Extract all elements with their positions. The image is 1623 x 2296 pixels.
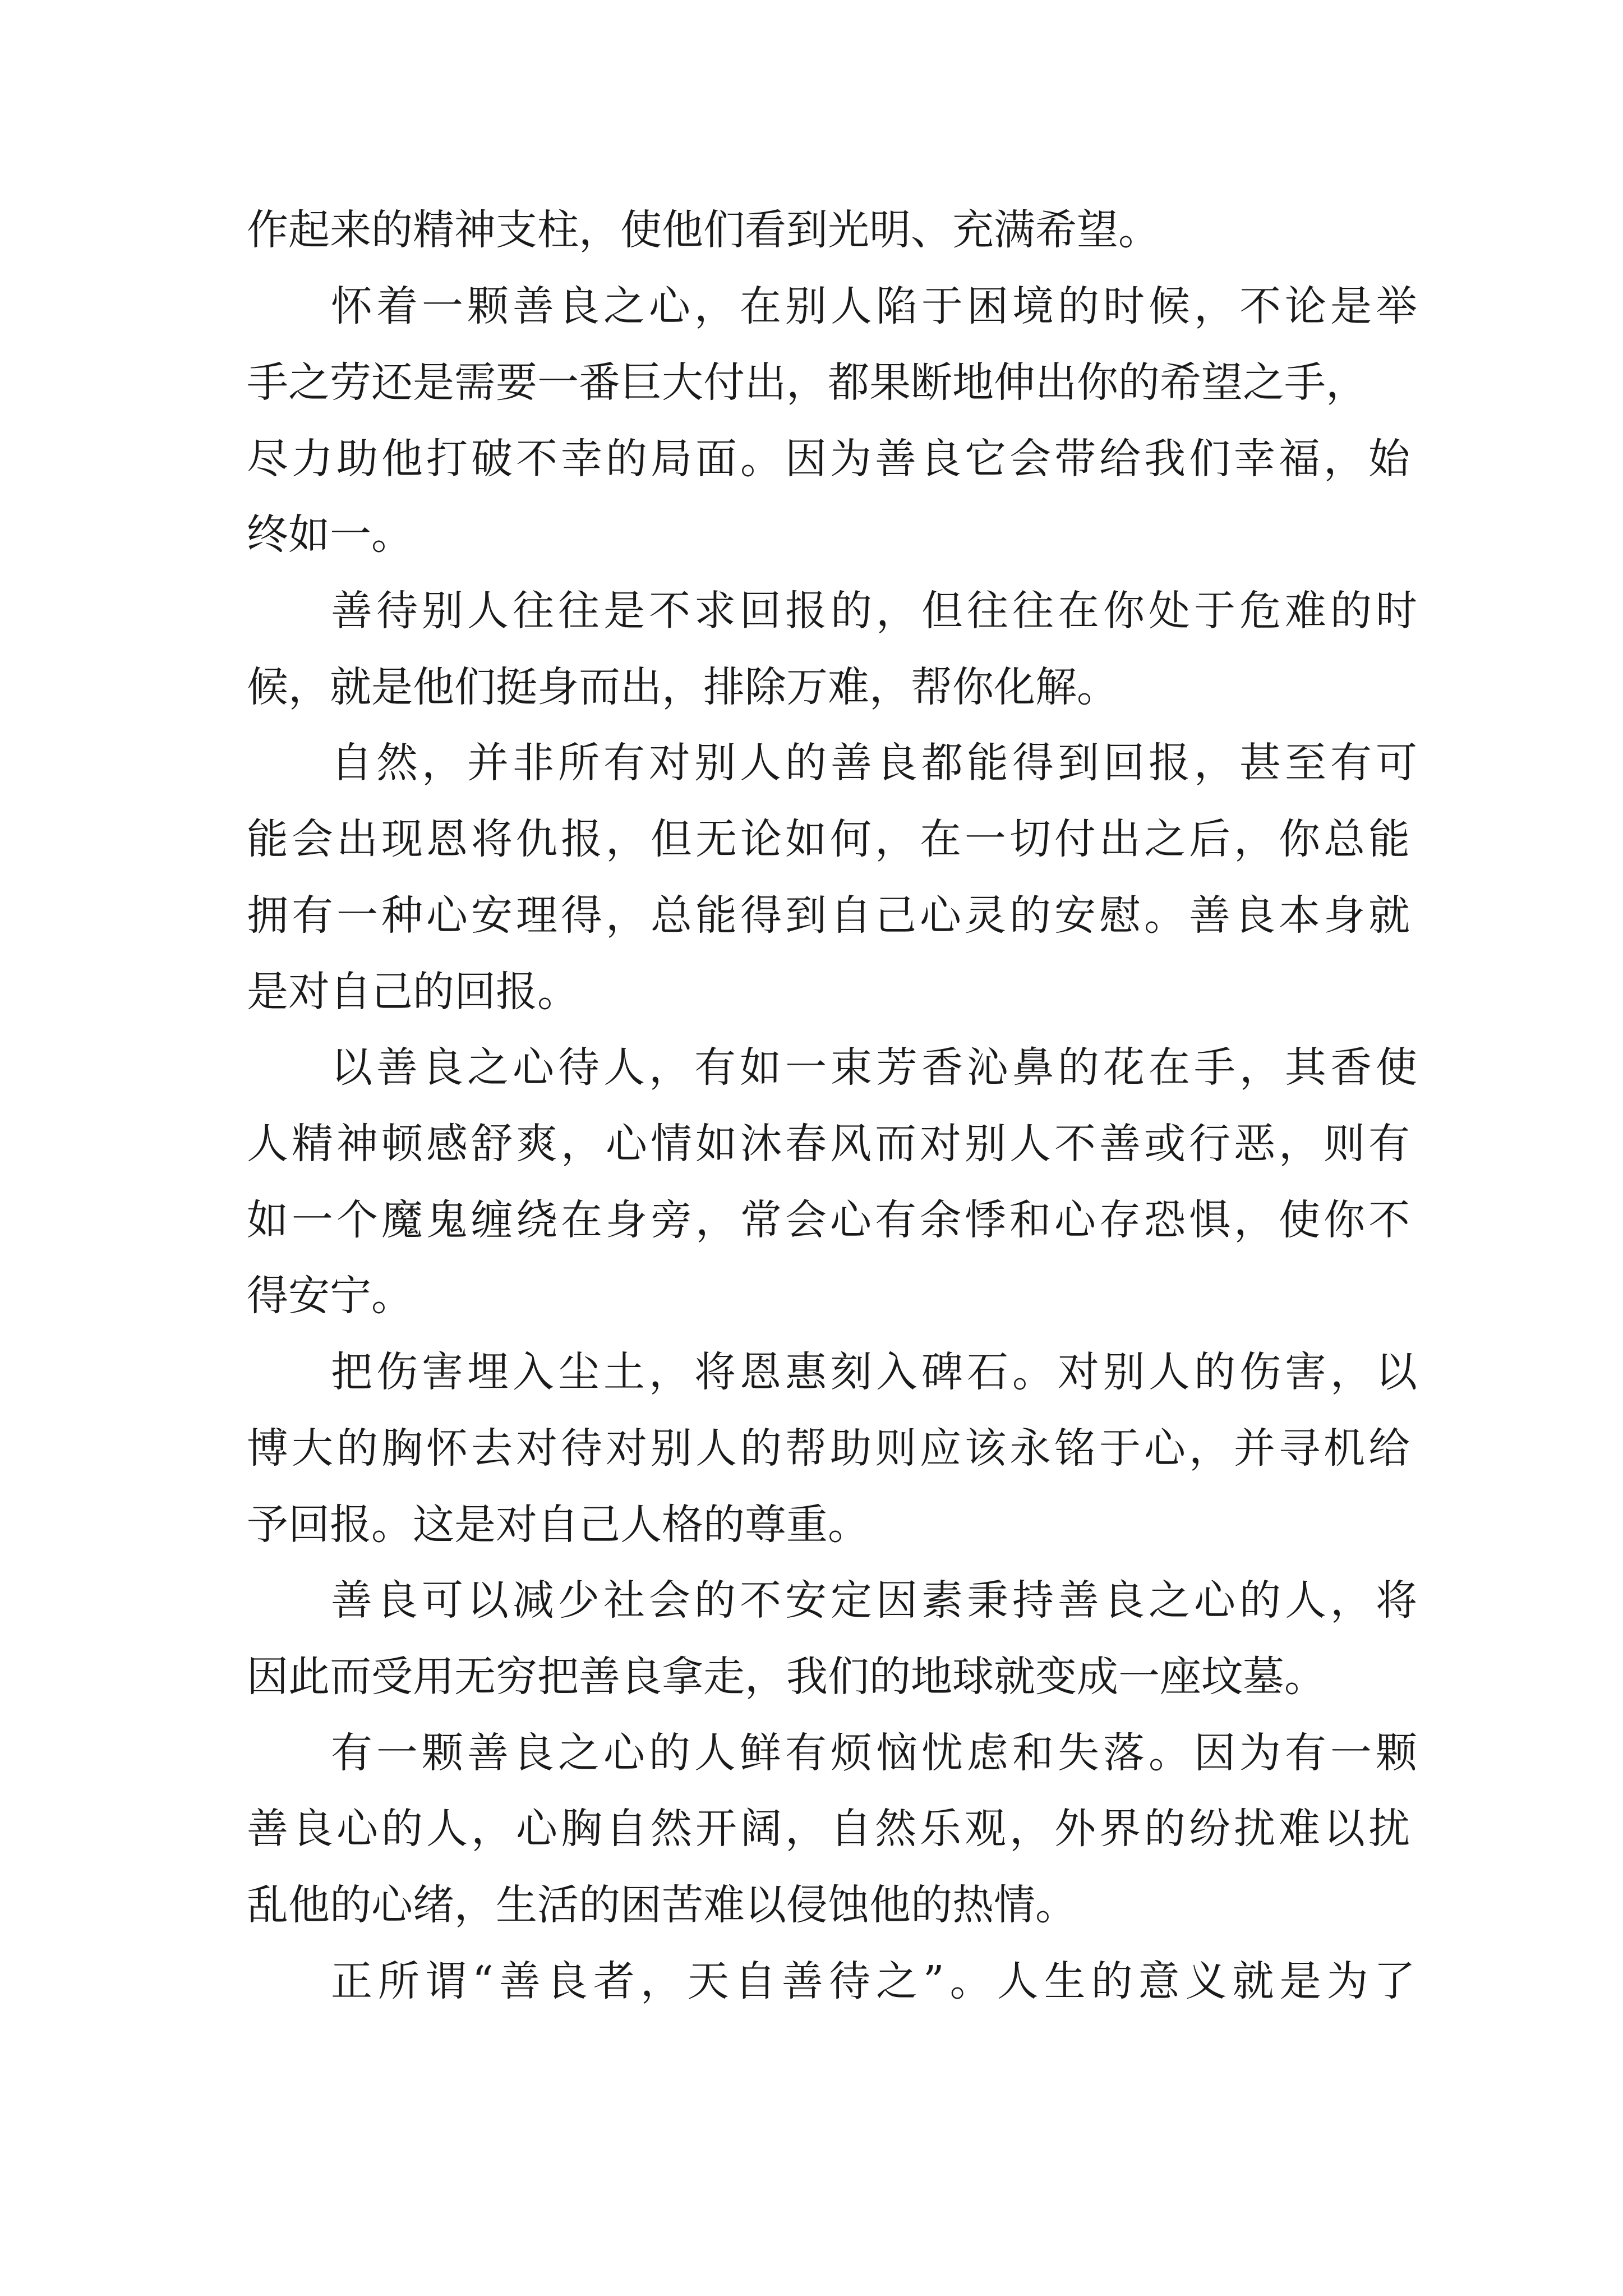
text-line: 乱他的心绪，生活的困苦难以侵蚀他的热情。 [247, 1881, 1077, 1929]
text-line: 能会出现恩将仇报，但无论如何，在一切付出之后，你总能 [247, 815, 1413, 863]
text-line: 如一个魔鬼缠绕在身旁，常会心有余悸和心存恐惧，使你不 [247, 1196, 1413, 1244]
text-line: 博大的胸怀去对待对别人的帮助则应该永铭于心，并寻机给 [247, 1424, 1413, 1473]
text-line: 终如一。 [247, 510, 413, 559]
paragraph-start: 善良可以减少社会的不安定因素秉持善良之心的人，将 [331, 1576, 1421, 1625]
text-line: 尽力助他打破不幸的局面。因为善良它会带给我们幸福，始 [247, 435, 1413, 483]
text-line: 人精神顿感舒爽，心情如沐春风而对别人不善或行恶，则有 [247, 1120, 1413, 1168]
paragraph-start: 自然，并非所有对别人的善良都能得到回报，甚至有可 [331, 739, 1421, 787]
paragraph-start: 有一颗善良之心的人鲜有烦恼忧虑和失落。因为有一颗 [331, 1729, 1421, 1777]
paragraph-start: 正所谓“善良者，天自善待之”。人生的意义就是为了 [331, 1957, 1421, 2005]
text-line: 予回报。这是对自己人格的尊重。 [247, 1501, 869, 1549]
text-line: 是对自己的回报。 [247, 968, 579, 1016]
text-line: 手之劳还是需要一番巨大付出，都果断地伸出你的希望之手， [247, 358, 1367, 407]
paragraph-start: 善待别人往往是不求回报的，但往往在你处于危难的时 [331, 587, 1421, 635]
text-line: 因此而受用无穷把善良拿走，我们的地球就变成一座坟墓。 [247, 1653, 1326, 1701]
paragraph-start: 以善良之心待人，有如一束芳香沁鼻的花在手，其香使 [331, 1043, 1421, 1092]
text-line: 拥有一种心安理得，总能得到自己心灵的安慰。善良本身就 [247, 891, 1413, 940]
text-line: 候，就是他们挺身而出，排除万难，帮你化解。 [247, 663, 1118, 711]
text-line: 得安宁。 [247, 1272, 413, 1320]
paragraph-start: 把伤害埋入尘土，将恩惠刻入碑石。对别人的伤害，以 [331, 1348, 1421, 1396]
paragraph-start: 怀着一颗善良之心，在别人陷于困境的时候，不论是举 [331, 282, 1421, 330]
text-line: 善良心的人，心胸自然开阔，自然乐观，外界的纷扰难以扰 [247, 1805, 1413, 1853]
text-line: 作起来的精神支柱，使他们看到光明、充满希望。 [247, 206, 1160, 254]
